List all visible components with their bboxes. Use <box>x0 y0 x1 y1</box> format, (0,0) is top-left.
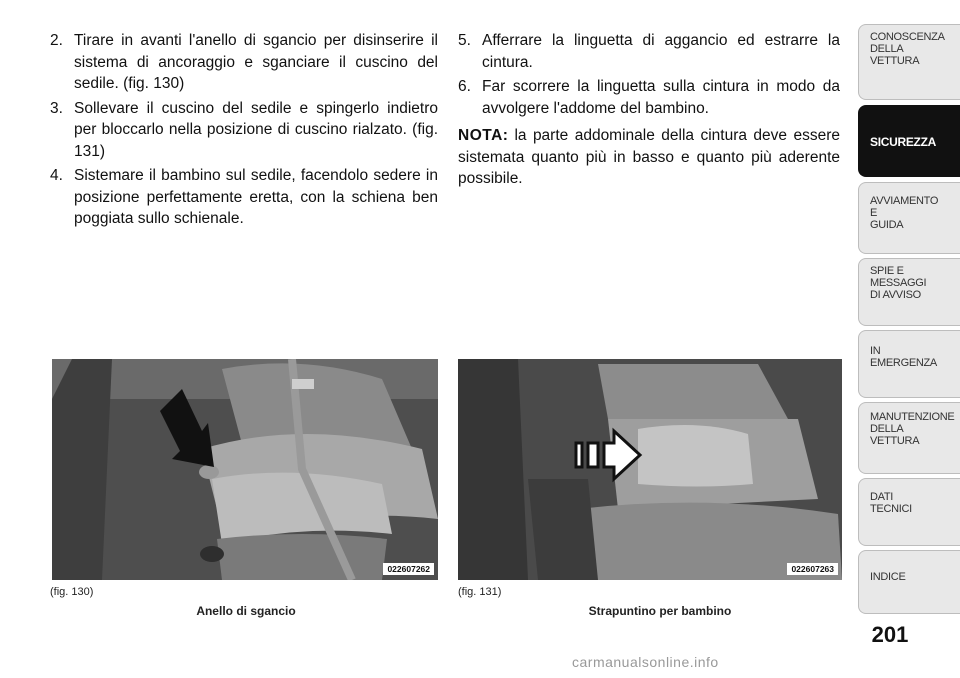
figure-code: 022607263 <box>787 563 838 575</box>
page-number: 201 <box>871 622 909 647</box>
tab-spie-e-messaggi[interactable]: SPIE E MESSAGGI DI AVVISO <box>858 258 960 326</box>
tab-avviamento-e-guida[interactable]: AVVIAMENTO E GUIDA <box>858 182 960 254</box>
figure-131-ref: (fig. 131) <box>458 586 502 598</box>
step-3 <box>50 98 438 163</box>
tab-conoscenza-della-vettura[interactable]: CONOSCENZA DELLA VETTURA <box>858 24 960 100</box>
watermark-text: carmanualsonline.info <box>572 654 719 670</box>
step-5 <box>458 30 840 73</box>
step-number: 4. <box>50 167 63 184</box>
figure-130-photo <box>52 359 438 580</box>
tab-in-emergenza[interactable]: IN EMERGENZA <box>858 330 960 398</box>
figure-code: 022607262 <box>383 563 434 575</box>
step-6 <box>458 76 840 119</box>
left-text-column <box>50 30 438 233</box>
figure-130-ref: (fig. 130) <box>50 586 94 598</box>
figure-131-photo <box>458 359 842 580</box>
tab-sicurezza[interactable]: SICUREZZA <box>858 105 960 177</box>
step-text: Tirare in avanti l'anello di sgancio per disinserire il sistema di ancoraggio e sganciare il cuscino del sedile. (fig. 130) <box>74 32 438 92</box>
note-paragraph <box>458 125 840 190</box>
chapter-sidebar <box>858 0 960 678</box>
step-number: 6. <box>458 78 471 95</box>
step-4 <box>50 165 438 230</box>
step-text: Far scorrere la linguetta sulla cintura in modo da avvolgere l'addome del bambino. <box>482 78 840 117</box>
step-number: 5. <box>458 32 471 49</box>
step-text: Sistemare il bambino sul sedile, facendolo sedere in posizione perfettamente eretta, con la schiena ben poggiata sullo schienale. <box>74 167 438 227</box>
tab-manutenzione-della-vettura[interactable]: MANUTENZIONE DELLA VETTURA <box>858 402 960 474</box>
right-text-column <box>458 30 840 190</box>
step-number: 3. <box>50 99 63 117</box>
step-number: 2. <box>50 32 63 49</box>
step-text: Afferrare la linguetta di aggancio ed estrarre la cintura. <box>482 32 840 71</box>
step-2 <box>50 30 438 95</box>
note-label: NOTA: <box>458 127 509 144</box>
step-text: Sollevare il cuscino del sedile e spingerlo indietro per bloccarlo nella posizione di cuscino rialzato. (fig. 131) <box>74 99 438 160</box>
figure-130-caption: Anello di sgancio <box>196 604 296 618</box>
figure-131-caption: Strapuntino per bambino <box>588 604 732 618</box>
note-text: la parte addominale della cintura deve essere sistemata quanto più in basso e quanto più aderente possibile. <box>458 127 840 187</box>
tab-dati-tecnici[interactable]: DATI TECNICI <box>858 478 960 546</box>
tab-indice[interactable]: INDICE <box>858 550 960 614</box>
